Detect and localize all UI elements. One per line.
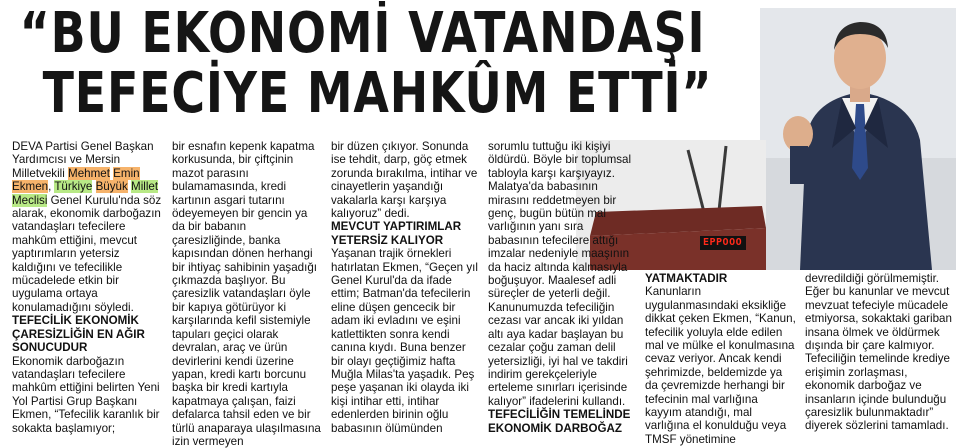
institution-highlight: Meclisi — [12, 193, 48, 207]
column-4 — [488, 140, 636, 436]
column-1-intro: DEVA Partisi Genel Başkan Yardımcısı ve Mersin Milletvekili Mehmet Emin Ekmen, Türkiye Büyük Millet Meclisi Genel Kurulu'nda söz alarak, ekonomik darboğazın vatandaşları tefecilere mahkûm ettiğini, mevcut yaptırımların yetersiz kaldığını ve tefecilikle mücadelede etkin bir uygulama ortaya konulamadığını söyledi. — [12, 140, 162, 314]
column-4-body: sorumlu tuttuğu iki kişiyi öldürdü. Böyle bir toplumsal tabloyla karşı karşıyayız. Malatya'da babasının mirasını reddetmeyen bir genç, bugün bütün mal varlığının yanı sıra babasının tefecilere attığı imzalar nedeniyle maaşının da haciz altında kalmasıyla boğuşuyor. Maalesef adli süreçler de yeterli değil. Kanunumuzda tefeciliğin cezası var ancak iki yıldan altı aya kadar başlayan bu cezalar çoğu zaman delil yetersizliği, iyi hal ve takdiri indirim gerekçeleriyle erteleme sınırları içerisinde kalıyor” ifadelerini kullandı. — [488, 140, 632, 408]
institution-highlight: Millet — [131, 180, 159, 194]
column-3-body-a: bir düzen çıkıyor. Sonunda ise tehdit, darp, göç etmek zorunda bırakılma, intihar ve cinayetlerin yaşandığı vakalarla karşı karşıya kalıyoruz” dedi. — [331, 140, 478, 221]
column-3 — [331, 140, 481, 436]
column-5-body: Kanunların uygulanmasındaki eksikliğe dikkat çeken Ekmen, “Kanun, tefecilik yoluyla elde edilen mal ve mülke el konulmasına cevaz veriyor. Ancak kendi şehrimizde, beldemizde ya da çevremizde herhangi bir tefecinin mal varlığına kayyım atandığı, mal varlığına el konulduğu veya TMSF yönetimine — [645, 285, 796, 446]
column-5 — [645, 272, 797, 446]
institution-highlight: Büyük — [95, 180, 128, 194]
column-6 — [805, 272, 955, 436]
column-2-body: bir esnafın kepenk kapatma korkusunda, bir çiftçinin mazot parasını bulamamasında, kredi kartının asgari tutarını ödeyemeyen bir gencin ya da bir babanın çaresizliğinde, banka kapısından dönen herhangi bir ihtiyaç sahibinin yaşadığı çıkmazda başlıyor. Bu çaresizlik vatandaşları öyle bir kapıya götürüyor ki karşılarında kefil sistemiyle tapuları geçici olarak devralan, araç ve ürün devirlerini kendi üzerine yapan, kredi kartı borcunu başka bir kredi kartıyla kapatmaya çalışan, faizi defalarca tahsil eden ve bir türlü anaparaya ulaşılmasına izin vermeyen — [172, 140, 321, 448]
speaker-photo — [760, 8, 956, 270]
column-2 — [172, 140, 322, 448]
institution-highlight: Türkiye — [54, 180, 93, 194]
subhead-3: TEFECİLİĞİN TEMELİNDE EKONOMİK DARBOĞAZ — [488, 408, 631, 435]
column-1-body: Ekonomik darboğazın vatandaşları tefecilere mahkûm ettiğini belirten Yeni Yol Partisi Grup Başkanı Ekmen, “Tefecilik karanlık bir sokakta başlamıyor; — [12, 354, 160, 435]
intro-text: Genel Kurulu'nda söz alarak, ekonomik darboğazın vatandaşları tefecilere mahkûm ettiğini, mevcut yaptırımların yetersiz kaldığını ve tefecilikle mücadelede etkin bir uygulama ortaya konulamadığını söyledi. — [12, 193, 162, 314]
column-1 — [12, 140, 164, 436]
lectern-display-text: EPPOOO — [703, 237, 743, 248]
subhead-2: MEVCUT YAPTIRIMLAR YETERSİZ KALIYOR — [331, 220, 462, 247]
name-highlight: Emin — [113, 166, 140, 180]
subhead-1: TEFECİLİK EKONOMİK ÇARESİZLİĞİN EN AĞIR SONUCUDUR — [12, 314, 145, 355]
column-3-body-b: Yaşanan trajik örnekleri hatırlatan Ekmen, “Geçen yıl Genel Kurul'da da ifade ettim; Batman'da tefecilerin eline düşen gencecik bir adam iki evladını ve eşini katlettikten sonra kendi canına kıydı. Buna benzer bir olayı geçtiğimiz hafta Muğla Milas'ta yaşadık. Peş peşe yaşanan iki olayda iki kişi intihar etti, intihar edenlerden birinin oğlu babasının ölümünden — [331, 247, 478, 435]
headline-line-1: “BU EKONOMİ VATANDAŞI — [19, 1, 706, 66]
subhead-3-continued: YATMAKTADIR — [645, 272, 728, 285]
column-6-body: devredildiği görülmemiştir. Eğer bu kanunlar ve mevcut mevzuat tefeciyle mücadele etmiyorsa, sokaktaki gariban insana ölmek ve öldürmek dışında bir çare kalmıyor. Tefeciliğin temelinde krediye erişimin zorlaşması, ekonomik darboğaz ve insanların içinde bulunduğu çaresizlik bulunmaktadır” diyerek sözlerini tamamladı. — [805, 272, 952, 433]
headline-line-2: TEFECİYE MAHKÛM ETTİ” — [42, 61, 713, 126]
speaker-illustration — [760, 8, 956, 270]
name-highlight: Mehmet — [68, 166, 110, 180]
name-highlight: Ekmen — [12, 180, 49, 194]
intro-text: DEVA Partisi Genel Başkan Yardımcısı ve Mersin Milletvekili — [12, 140, 154, 180]
